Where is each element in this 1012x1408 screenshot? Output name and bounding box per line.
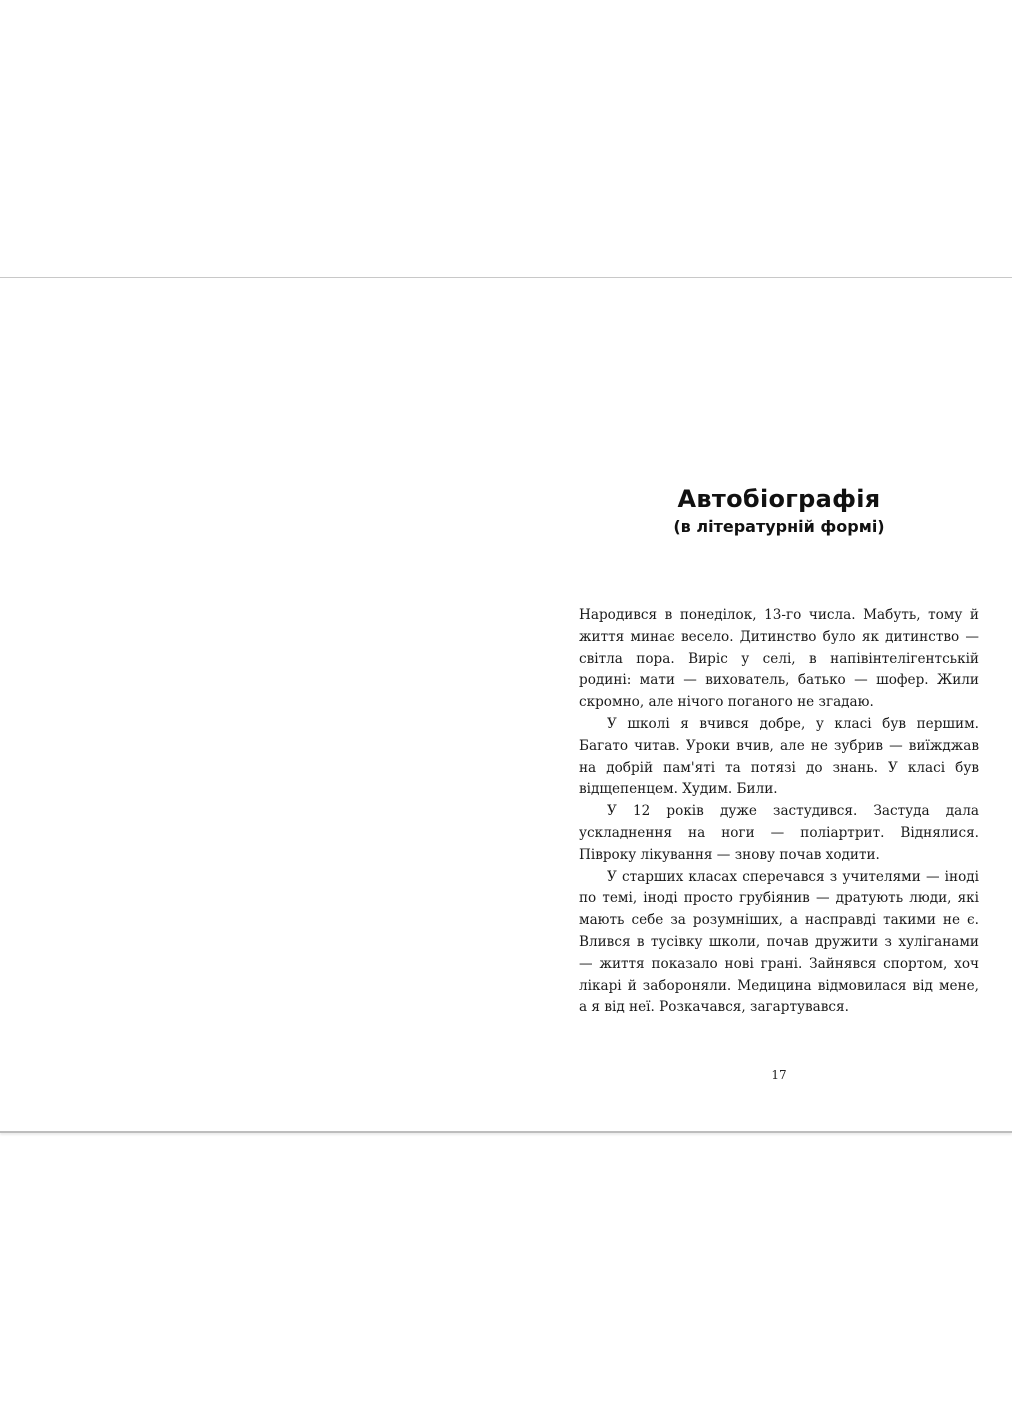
paragraph-1: Народився в понеділок, 13-го числа. Мабуть, тому й життя минає весело. Дитинство було як дитинство — світла пора. Виріс у селі, в напівінтелігентській родині: мати — вихователь, батько — шофер. Жили скромно, але нічого поганого не згадаю. bbox=[579, 607, 979, 711]
paragraph-2: У школі я вчився добре, у класі був першим. Багато читав. Уроки вчив, але не зубрив — виїжджав на добрій пам'яті та потязі до знань. У класі був відщепенцем. Худим. Били. bbox=[579, 715, 979, 798]
page-number: 17 bbox=[771, 1068, 787, 1082]
chapter-subtitle: (в літературній формі) bbox=[673, 517, 885, 536]
body-text bbox=[579, 605, 979, 1019]
paragraph-3: У 12 років дуже застудився. Застуда дала ускладнення на ноги — поліартрит. Віднялися. Півроку лікування — знову почав ходити. bbox=[579, 803, 979, 863]
book-spread bbox=[0, 277, 1012, 1133]
chapter-title: Автобіографія bbox=[677, 485, 881, 513]
right-page bbox=[579, 278, 979, 1131]
paragraph-4: У старших класах сперечався з учителями — іноді по темі, іноді просто грубіянив — дратують люди, які мають себе за розумніших, а насправді такими не є. Влився в тусівку школи, почав дружити з хуліганами — життя показало нові грані. Зайнявся спортом, хоч лікарі й забороняли. Медицина відмовилася від мене, а я від неї. Розкачався, загартувався. bbox=[579, 868, 979, 1016]
